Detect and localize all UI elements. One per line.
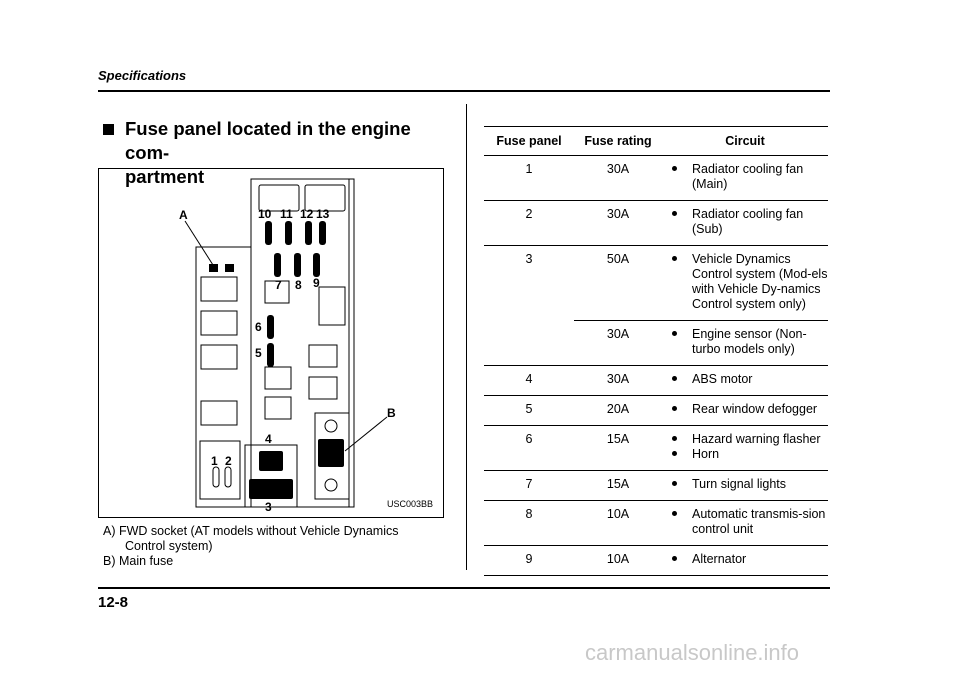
cell-circuit: [662, 201, 828, 246]
bullet-icon: [672, 481, 677, 486]
cell-panel: 2: [484, 201, 574, 246]
cell-panel: 6: [484, 426, 574, 471]
figure-code: USC003BB: [387, 499, 434, 509]
label-fuse-7: 7: [275, 278, 282, 292]
cell-rating: 10A: [574, 546, 662, 576]
cell-rating: 15A: [574, 426, 662, 471]
bullet-icon: [672, 256, 677, 261]
circuit-item: Alternator: [668, 552, 828, 567]
table-row: [484, 201, 828, 246]
cell-rating: 15A: [574, 471, 662, 501]
cell-rating: 20A: [574, 396, 662, 426]
cell-circuit: [662, 246, 828, 321]
circuit-item: Rear window defogger: [668, 402, 828, 417]
cell-panel: 9: [484, 546, 574, 576]
label-fuse-3: 3: [265, 500, 272, 514]
caption-b: [103, 554, 173, 569]
fuse-panel-diagram: [99, 169, 445, 519]
section-title-line2: partment: [125, 166, 205, 187]
table-row: [484, 501, 828, 546]
cell-circuit: [662, 426, 828, 471]
label-fuse-5: 5: [255, 346, 262, 360]
label-fuse-12: 12: [300, 207, 314, 221]
bullet-icon: [672, 406, 677, 411]
cell-circuit: [662, 366, 828, 396]
circuit-item: ABS motor: [668, 372, 828, 387]
header-fuse-rating: Fuse rating: [574, 127, 662, 156]
circuit-item: Engine sensor (Non-turbo models only): [668, 327, 828, 357]
circuit-item: Turn signal lights: [668, 477, 828, 492]
label-fuse-2: 2: [225, 454, 232, 468]
label-fuse-11: 11: [280, 207, 293, 221]
caption-a-text2: Control system): [125, 539, 213, 553]
circuit-item: Hazard warning flasher: [668, 432, 828, 447]
caption-b-letter: B): [103, 554, 116, 568]
footer-rule: [98, 587, 830, 589]
circuit-item: Radiator cooling fan (Sub): [668, 207, 828, 237]
cell-rating: 30A: [574, 156, 662, 201]
cell-panel: 1: [484, 156, 574, 201]
callout-b: B: [387, 406, 396, 420]
watermark: carmanualsonline.info: [585, 640, 800, 665]
cell-rating: 30A: [574, 321, 662, 366]
table-row: [484, 471, 828, 501]
cell-rating: 30A: [574, 201, 662, 246]
label-fuse-10: 10: [258, 207, 272, 221]
bullet-icon: [672, 451, 677, 456]
fuse-panel-illustration: [98, 168, 444, 518]
caption-a-text1: FWD socket (AT models without Vehicle Dynamics: [118, 524, 399, 538]
cell-circuit: [662, 471, 828, 501]
square-bullet-icon: [103, 124, 114, 135]
running-header: Specifications: [98, 68, 187, 83]
label-fuse-8: 8: [295, 278, 302, 292]
cell-panel: [484, 321, 574, 366]
label-fuse-13: 13: [316, 207, 330, 221]
cell-circuit: [662, 321, 828, 366]
cell-panel: 5: [484, 396, 574, 426]
cell-panel: 3: [525, 252, 533, 266]
bullet-icon: [672, 436, 677, 441]
table-row: [484, 321, 828, 366]
section-title-line1: Fuse panel located in the engine com-: [125, 118, 411, 163]
circuit-item: Vehicle Dynamics Control system (Mod-els with Vehicle Dy-namics Control system only): [668, 252, 828, 312]
bullet-icon: [672, 211, 677, 216]
table-row: [484, 426, 828, 471]
caption-a-letter: A): [103, 524, 116, 538]
circuit-item: Automatic transmis-sion control unit: [668, 507, 828, 537]
cell-circuit: [662, 156, 828, 201]
housing-left: [196, 247, 251, 507]
table-row: [484, 366, 828, 396]
header-circuit: Circuit: [662, 127, 828, 156]
circuit-item: Horn: [668, 447, 828, 462]
label-fuse-6: 6: [255, 320, 262, 334]
table-row: [484, 396, 828, 426]
table-row: [484, 156, 828, 201]
bullet-icon: [672, 331, 677, 336]
table-row: [484, 546, 828, 576]
cell-panel: 4: [484, 366, 574, 396]
cell-panel: 7: [484, 471, 574, 501]
bullet-icon: [672, 556, 677, 561]
cell-panel: 8: [484, 501, 574, 546]
table-row: [484, 246, 828, 321]
circuit-item: Radiator cooling fan (Main): [668, 162, 828, 192]
bullet-icon: [672, 511, 677, 516]
table-header-row: [484, 127, 828, 156]
header-fuse-panel: Fuse panel: [484, 127, 574, 156]
bullet-icon: [672, 376, 677, 381]
label-fuse-4: 4: [265, 432, 272, 446]
label-fuse-9: 9: [313, 276, 320, 290]
header-rule: [98, 90, 830, 92]
label-fuse-1: 1: [211, 454, 218, 468]
page-number: 12-8: [98, 594, 129, 611]
fuse-table: [484, 126, 828, 576]
cell-circuit: [662, 546, 828, 576]
caption-b-text1: Main fuse: [118, 554, 174, 568]
cell-rating: 10A: [574, 501, 662, 546]
cell-rating: 30A: [574, 366, 662, 396]
bullet-icon: [672, 166, 677, 171]
caption-a: [103, 524, 398, 554]
callout-a: A: [179, 208, 188, 222]
cell-circuit: [662, 396, 828, 426]
cell-rating: 50A: [606, 252, 630, 266]
column-divider: [466, 104, 467, 570]
cell-circuit: [662, 501, 828, 546]
